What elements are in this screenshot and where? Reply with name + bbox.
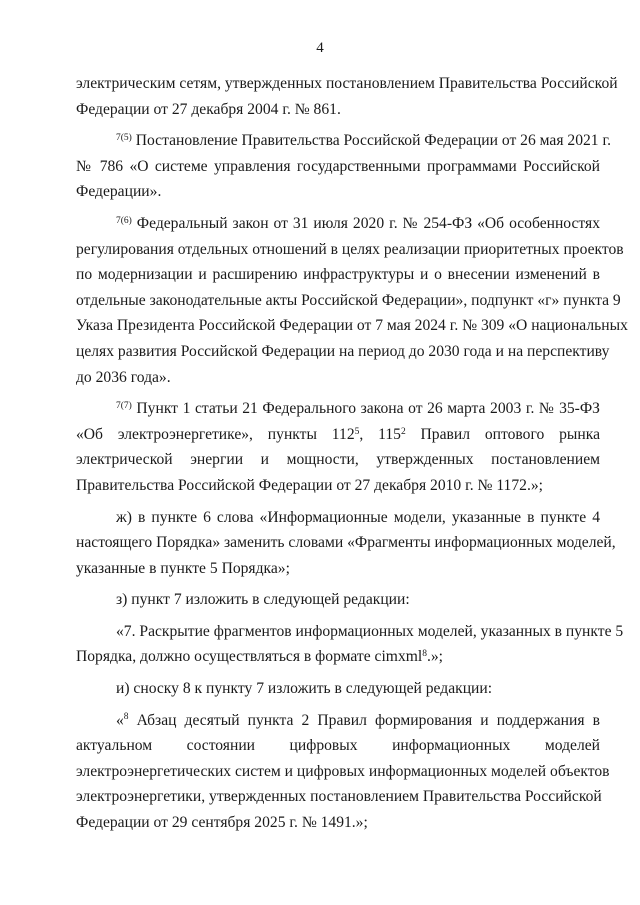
footnote-7-6	[76, 211, 628, 390]
text-line: «Об электроэнергетике», пункты $112^5$, $115^2$ Правил оптового рынка	[76, 425, 600, 443]
text-line: з) пункт 7 изложить в следующей редакции:	[116, 591, 410, 609]
superscript: 5	[354, 426, 360, 437]
superscript: 8	[422, 649, 427, 660]
text-line: целях развития Российской Федерации на период до 2030 года и на перспективу	[76, 342, 610, 360]
footnote-marker: 7(6)	[116, 215, 132, 226]
paragraph-continuation	[76, 71, 618, 122]
text-line: электрическим сетям, утвержденных постановлением Правительства Российской	[76, 75, 618, 92]
text-line: электроэнергетических систем и цифровых информационных моделей объектов	[76, 762, 610, 780]
paragraph-i	[76, 676, 600, 702]
text-line: № 786 «О системе управления государственными программами Российской	[76, 157, 600, 175]
text-line: настоящего Порядка» заменить словами «Фрагменты информационных моделей,	[76, 534, 616, 552]
text-line: Федерации от 27 декабря 2004 г. № 861.	[76, 100, 341, 118]
text-line: Правительства Российской Федерации от 27 декабря 2010 г. № 1172.»;	[76, 476, 543, 494]
text-line: актуальном состоянии цифровых информационных моделей	[76, 737, 600, 755]
text-line: и) сноску 8 к пункту 7 изложить в следующей редакции:	[116, 680, 493, 698]
text-line: электрической энергии и мощности, утвержденных постановлением	[76, 451, 600, 469]
text-line: электроэнергетики, утвержденных постановлением Правительства Российской	[76, 788, 602, 806]
footnote-marker: 7(5)	[116, 132, 132, 143]
footnote-marker: 7(7)	[116, 400, 132, 411]
text-line: Федерации от 29 сентября 2025 г. № 1491.»;	[76, 814, 368, 832]
text-line: регулирования отдельных отношений в целях реализации приоритетных проектов	[76, 240, 624, 258]
text-line: ж) в пункте 6 слова «Информационные модели, указанные в пункте 4	[116, 508, 600, 526]
text-line: до 2036 года».	[76, 368, 171, 386]
paragraph-zh	[76, 505, 616, 582]
footnote-7-5	[76, 128, 612, 205]
superscript: 2	[400, 426, 406, 437]
text-line: «$^8$ Абзац десятый пункта 2 Правил формирования и поддержания в	[116, 711, 600, 729]
text-line: отдельные законодательные акты Российской Федерации», подпункт «г» пункта 9	[76, 291, 621, 309]
text-line: $^{7(5)}$ Постановление Правительства Российской Федерации от 26 мая 2021 г.	[116, 132, 612, 150]
text-line: Указа Президента Российской Федерации от 7 мая 2024 г. № 309 «О национальных	[76, 317, 628, 335]
text-line: Федерации».	[76, 183, 162, 201]
document-body	[76, 71, 628, 842]
text-line: $^{7(6)}$ Федеральный закон от 31 июля 2020 г. № 254-ФЗ «Об особенностях	[116, 214, 600, 232]
paragraph-point-7	[76, 619, 624, 670]
text-line: Порядка, должно осуществляться в формате cimxml$^8$.»;	[76, 648, 443, 666]
footnote-8	[76, 708, 610, 836]
footnote-7-7	[76, 396, 600, 498]
text-line: «7. Раскрытие фрагментов информационных моделей, указанных в пункте 5	[116, 622, 624, 640]
footnote-marker: 8	[123, 712, 129, 723]
text-line: по модернизации и расширению инфраструктуры и о внесении изменений в	[76, 266, 600, 284]
page-number: 4	[316, 40, 324, 56]
text-line: указанные в пункте 5 Порядка»;	[76, 559, 290, 577]
paragraph-z	[76, 587, 600, 613]
text-line: $^{7(7)}$ Пункт 1 статьи 21 Федерального закона от 26 марта 2003 г. № 35-ФЗ	[116, 400, 600, 418]
